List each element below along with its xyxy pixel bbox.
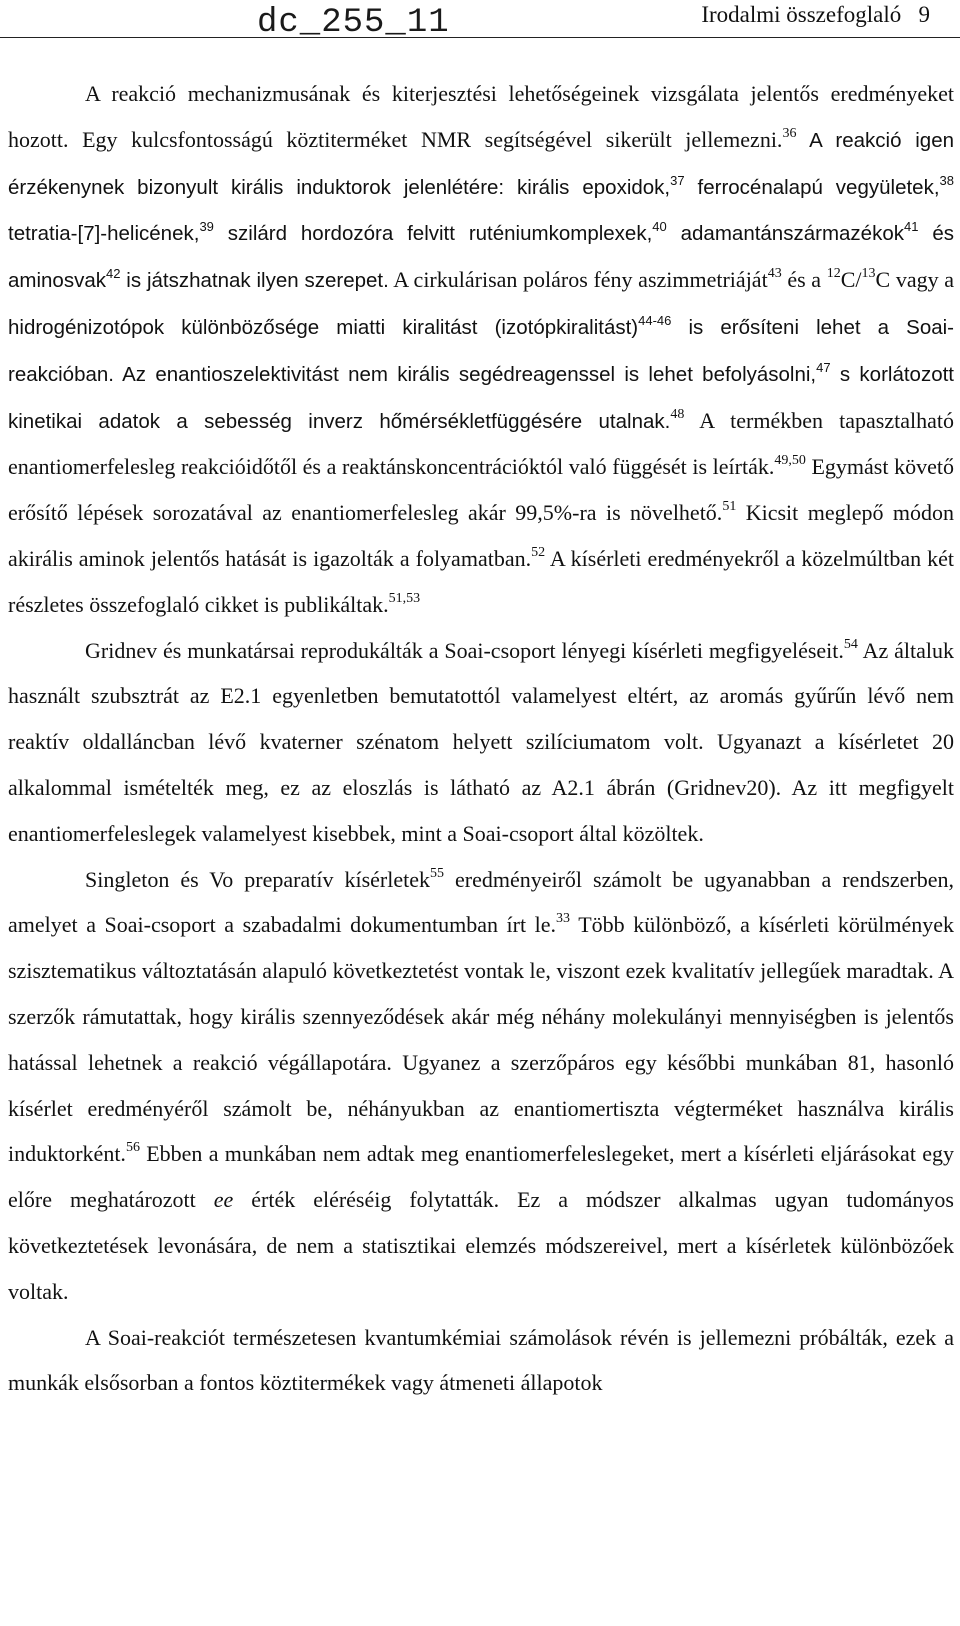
text-span: Ebben a munkában nem adtak meg enantiomerfeleslegeket, mert a kísérleti eljárásokat egy előre meghatározott bbox=[8, 1141, 954, 1213]
isotope-13: 13 bbox=[861, 266, 876, 282]
text-span: is játszhatnak ilyen szerepet. bbox=[120, 269, 389, 293]
reference-37: 37 bbox=[670, 172, 685, 188]
text-span: A termékben tapasztalható enantiomerfelesleg reakcióidőtől és a reaktánskoncentrációktól való függését is leírták. bbox=[8, 407, 954, 480]
reference-51-53: 51,53 bbox=[388, 590, 421, 606]
reference-40: 40 bbox=[652, 219, 667, 235]
reference-43: 43 bbox=[767, 266, 782, 282]
text-span: ferrocénalapú vegyületek, bbox=[684, 175, 940, 199]
page-header bbox=[0, 0, 960, 40]
ee-italic: ee bbox=[213, 1187, 234, 1213]
text-span: A kísérleti eredményekről a közelmúltban két részletes összefoglaló cikket is publikáltak. bbox=[8, 545, 954, 617]
text-span: szilárd hordozóra felvitt ruténiumkomplexek, bbox=[213, 222, 653, 246]
page-number: 9 bbox=[918, 2, 930, 27]
reference-56: 56 bbox=[125, 1140, 140, 1156]
paragraph-2 bbox=[8, 628, 954, 857]
text-span: tetratia-[7]-helicének, bbox=[8, 222, 200, 246]
reference-55: 55 bbox=[429, 865, 444, 881]
reference-52: 52 bbox=[531, 545, 546, 561]
text-span: Egymást követő erősítő lépések sorozatával az enantiomerfelesleg akár 99,5%-ra is növelhető. bbox=[8, 454, 954, 526]
reference-54: 54 bbox=[843, 636, 858, 652]
text-span: Kicsit meglepő módon akirális aminok jelentős hatását is igazolták a folyamatban. bbox=[8, 500, 954, 571]
text-span: Több különböző, a kísérleti körülmények szisztematikus változtatásán alapuló következtetést vontak le, viszont ezek kvalitatív jellegűek maradtak. A szerzők rámutattak, hogy királis szennyeződések akár még néhány molekulányi mennyiségben is jelentős hatással lehetnek a reakció végállapotára. Ugyanez a szerzőpáros egy későbbi munkában 81, hasonló kísérlet eredményéről számolt be, néhányukban az enantiomertiszta végterméket használva királis induktorként. bbox=[8, 912, 954, 1167]
text-span: A reakció igen érzékenynek bizonyult királis induktorok jelenlétére: királis epoxidok, bbox=[8, 128, 955, 199]
section-title: Irodalmi összefoglaló bbox=[701, 2, 902, 27]
reference-42: 42 bbox=[106, 266, 121, 282]
text-span: A Soai-reakciót természetesen kvantumkémiai számolások révén is jellemezni próbálták, ezek a munkák elsősorban a fontos köztitermékek vagy átmeneti állapotok bbox=[8, 1324, 954, 1396]
isotope-12: 12 bbox=[826, 266, 841, 282]
text-span: Az általuk használt szubsztrát az E2.1 egyenletben bemutatottól valamelyest eltért, az aromás gyűrűn lévő nem reaktív oldalláncban lévő kvaterner szénatom helyett szilíciumatom volt. Ugyanazt a kísérletet 20 alkalommal ismételték meg, ez az eloszlás is látható az A2.1 ábrán (Gridnev20). Az itt megfigyelt enantiomerfeleslegek valamelyest kisebbek, mint a Soai-csoport által közöltek. bbox=[8, 637, 954, 846]
reference-47: 47 bbox=[816, 359, 831, 375]
text-span: C vagy a bbox=[875, 267, 955, 293]
text-span: érték eléréséig folytatták. Ez a módszer alkalmas ugyan tudományos következtetések levonására, de nem a statisztikai elemzés módszereivel, mert a kísérletek különbözőek voltak. bbox=[8, 1187, 954, 1304]
reference-39: 39 bbox=[199, 219, 214, 235]
text-span: A cirkulárisan poláros fény aszimmetriáját bbox=[388, 267, 768, 293]
text-span: és a bbox=[781, 267, 827, 293]
text-span: is erősíteni lehet a Soai-reakcióban. Az enantioszelektivitást nem királis segédreagenssel is lehet befolyásolni, bbox=[8, 315, 954, 386]
reference-51: 51 bbox=[722, 499, 737, 515]
text-span: Singleton és Vo preparatív kísérletek bbox=[85, 866, 430, 892]
header-rule bbox=[0, 37, 960, 38]
reference-49-50: 49,50 bbox=[774, 453, 806, 469]
document-id: dc_255_11 bbox=[257, 4, 450, 42]
text-span: Gridnev és munkatársai reprodukálták a Soai-csoport lényegi kísérleti megfigyeléseit. bbox=[85, 637, 844, 663]
paragraph-1 bbox=[8, 71, 954, 628]
running-head bbox=[701, 2, 930, 28]
paragraph-3 bbox=[8, 857, 954, 1315]
reference-38: 38 bbox=[939, 172, 954, 188]
text-span: és aminosvak bbox=[8, 222, 954, 293]
text-span: s korlátozott kinetikai adatok a sebesség inverz hőmérsékletfüggésére utalnak. bbox=[8, 362, 954, 433]
reference-48: 48 bbox=[670, 406, 685, 422]
text-span: C/ bbox=[840, 267, 862, 293]
reference-44-46: 44-46 bbox=[638, 312, 672, 328]
reference-33: 33 bbox=[556, 911, 571, 927]
text-span: adamantánszármazékok bbox=[666, 222, 904, 246]
reference-36: 36 bbox=[782, 126, 797, 141]
reference-41: 41 bbox=[903, 219, 919, 235]
text-span: hidrogénizotópok különbözősége miatti kiralitást (izotópkiralitást) bbox=[8, 315, 639, 339]
text-span: A reakció mechanizmusának és kiterjesztési lehetőségeinek vizsgálata jelentős eredményeket hozott. Egy kulcsfontosságú köztiterméket NMR segítségével sikerült jellemezni. bbox=[8, 81, 954, 152]
body-text bbox=[8, 71, 954, 1406]
paragraph-4 bbox=[8, 1315, 954, 1407]
text-span: eredményeiről számolt be ugyanabban a rendszerben, amelyet a Soai-csoport a szabadalmi dokumentumban írt le. bbox=[8, 866, 954, 938]
